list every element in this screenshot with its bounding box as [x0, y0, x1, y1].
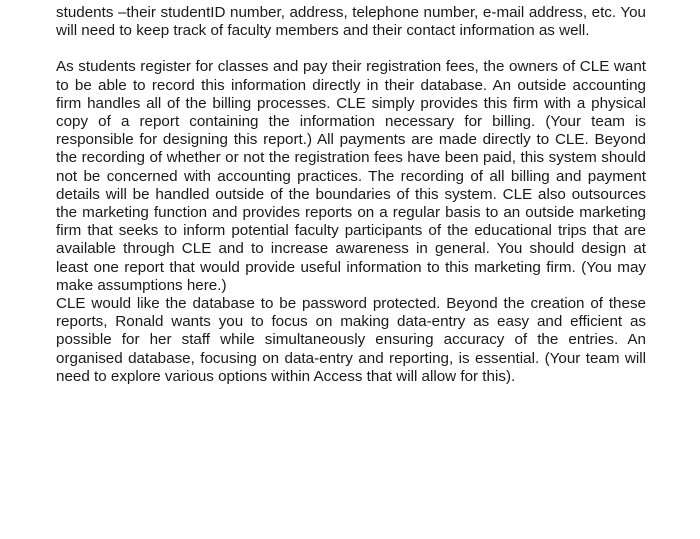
paragraph-registration-billing: As students register for classes and pay their registration fees, the owners of CLE want to be able to record this information directly in their database. An outside accounting firm handles all of the billing processes. CLE simply provides this firm with a physical copy of a report containing the information necessary for billing. (Your team is responsible for designing this report.) All payments are made directly to CLE. Beyond the recording of whether or not the registration fees have been paid, this system should not be concerned with accounting practices. The recording of all billing and payment details will be handled outside of the boundaries of this system. CLE also outsources the marketing function and provides reports on a regular basis to an outside marketing firm that seeks to inform potential faculty participants of the educational trips that are available through CLE and to increase awareness in general. You should design at least one report that would provide useful information to this marketing firm. (You may make assumptions here.) [56, 58, 646, 294]
paragraph-spacer [56, 40, 646, 58]
paragraph-student-info: students –their studentID number, address, telephone number, e-mail address, etc. You will need to keep track of faculty members and their contact information as well. [56, 4, 646, 40]
paragraph-password-data-entry: CLE would like the database to be password protected. Beyond the creation of these reports, Ronald wants you to focus on making data-entry as easy and efficient as possible for her staff while simultaneously ensuring accuracy of the entries. An organised database, focusing on data-entry and reporting, is essential. (Your team will need to explore various options within Access that will allow for this). [56, 295, 646, 385]
document-body [56, 4, 646, 386]
